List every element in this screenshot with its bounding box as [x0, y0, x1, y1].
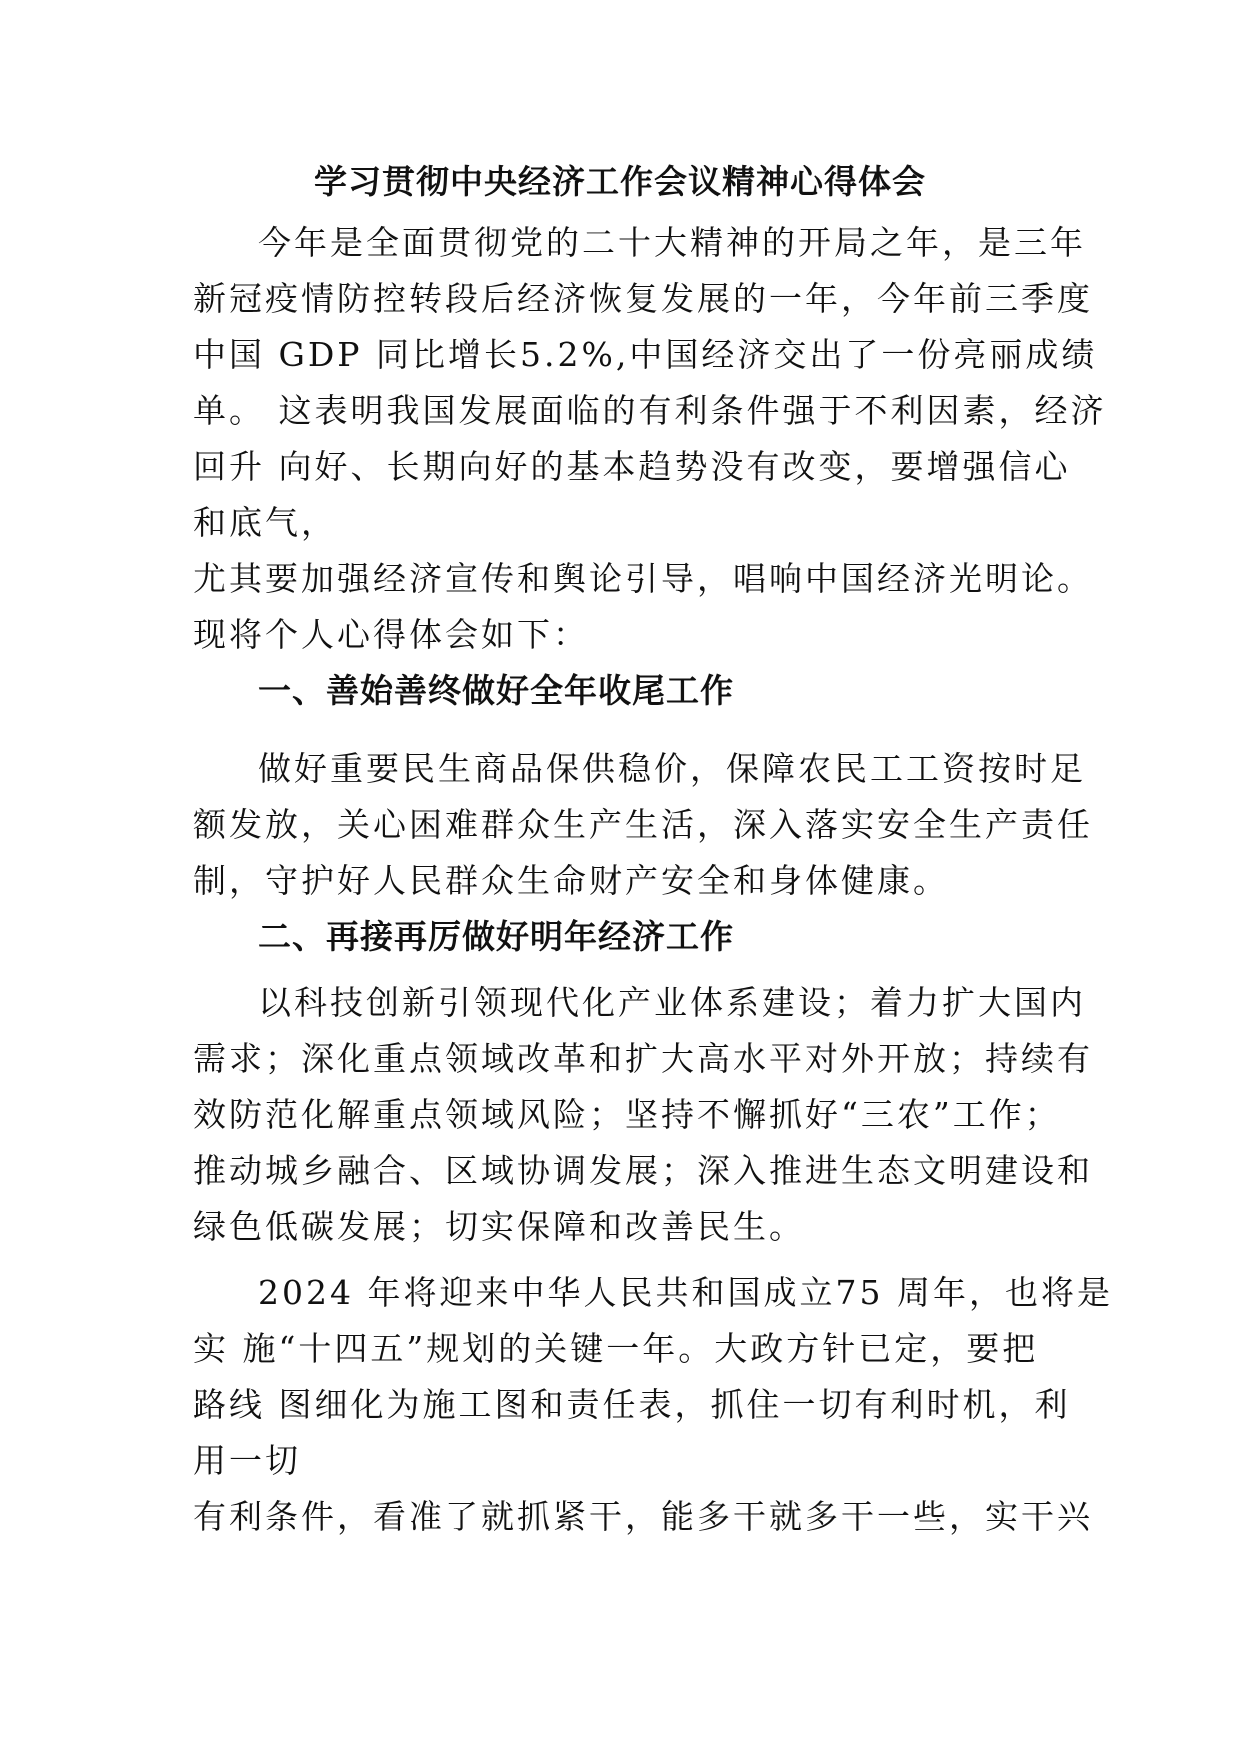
intro-line-2: 新冠疫情防控转段后经济恢复发展的一年，今年前三季度 [193, 279, 1093, 318]
closing-line-5: 有利条件，看准了就抓紧干，能多干就多干一些，实干兴 [193, 1497, 1093, 1536]
section-2-heading: 二、再接再厉做好明年经济工作 [258, 917, 734, 956]
section-1-line-3: 制，守护好人民群众生命财产安全和身体健康。 [193, 861, 949, 900]
closing-line-1: 2024 年将迎来中华人民共和国成立75 周年，也将是 [258, 1273, 1113, 1312]
section-2-line-1: 以科技创新引领现代化产业体系建设；着力扩大国内 [258, 983, 1086, 1022]
intro-line-7: 尤其要加强经济宣传和舆论引导，唱响中国经济光明论。 [193, 559, 1093, 598]
section-1-line-2: 额发放，关心困难群众生产生活，深入落实安全生产责任 [193, 805, 1093, 844]
intro-line-8: 现将个人心得体会如下： [193, 615, 589, 654]
intro-line-5: 回升 向好、长期向好的基本趋势没有改变，要增强信心 [193, 447, 1071, 486]
section-2-line-4: 推动城乡融合、区域协调发展；深入推进生态文明建设和 [193, 1151, 1093, 1190]
section-2-line-5: 绿色低碳发展；切实保障和改善民生。 [193, 1207, 805, 1246]
closing-line-2: 实 施“十四五”规划的关键一年。大政方针已定，要把 [193, 1329, 1039, 1368]
intro-line-4: 单。 这表明我国发展面临的有利条件强于不利因素，经济 [193, 391, 1107, 430]
section-2-line-2: 需求；深化重点领域改革和扩大高水平对外开放；持续有 [193, 1039, 1093, 1078]
closing-line-3: 路线 图细化为施工图和责任表，抓住一切有利时机，利 [193, 1385, 1071, 1424]
intro-line-6: 和底气， [193, 503, 337, 542]
section-2-line-3: 效防范化解重点领域风险；坚持不懈抓好“三农”工作； [193, 1095, 1061, 1134]
document-title: 学习贯彻中央经济工作会议精神心得体会 [314, 162, 926, 201]
intro-line-1: 今年是全面贯彻党的二十大精神的开局之年，是三年 [258, 223, 1086, 262]
closing-line-4: 用一切 [193, 1441, 301, 1480]
section-1-heading: 一、善始善终做好全年收尾工作 [258, 671, 734, 710]
section-1-line-1: 做好重要民生商品保供稳价，保障农民工工资按时足 [258, 749, 1086, 788]
intro-line-3: 中国 GDP 同比增长5.2%,中国经济交出了一份亮丽成绩 [193, 335, 1098, 374]
